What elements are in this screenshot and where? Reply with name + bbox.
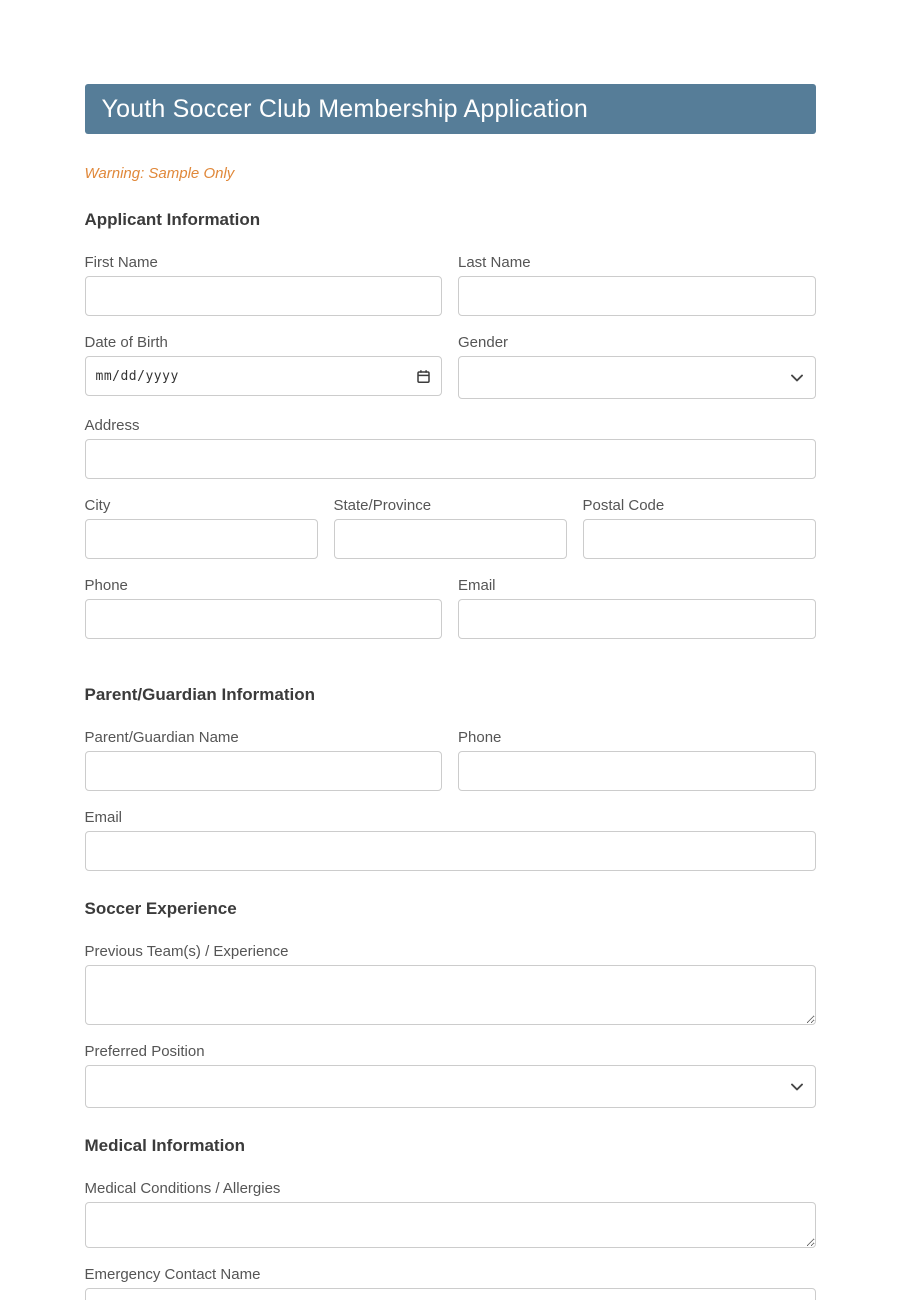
membership-form <box>85 0 816 1300</box>
email-input[interactable] <box>458 599 816 639</box>
preferred-position-label: Preferred Position <box>84 1043 205 1060</box>
section-title-applicant: Applicant Information <box>84 210 261 229</box>
phone-label: Phone <box>84 577 128 594</box>
guardian-phone-label: Phone <box>458 729 502 746</box>
emergency-contact-field <box>85 1266 816 1300</box>
guardian-name-input[interactable] <box>85 751 443 791</box>
emergency-contact-input[interactable] <box>85 1288 816 1300</box>
dob-label: Date of Birth <box>84 334 168 351</box>
email-field <box>458 577 816 639</box>
first-name-label: First Name <box>84 254 158 271</box>
postal-code-input[interactable] <box>583 519 816 559</box>
first-name-field <box>85 254 443 316</box>
form-header <box>85 84 816 134</box>
previous-teams-textarea[interactable] <box>85 965 816 1025</box>
medical-conditions-textarea[interactable] <box>85 1202 816 1248</box>
state-input[interactable] <box>334 519 567 559</box>
state-field <box>334 497 567 559</box>
section-guardian <box>85 685 816 871</box>
guardian-name-field <box>85 729 443 791</box>
first-name-input[interactable] <box>85 276 443 316</box>
preferred-position-field <box>85 1043 816 1108</box>
last-name-label: Last Name <box>458 254 531 271</box>
address-field <box>85 417 816 479</box>
city-input[interactable] <box>85 519 318 559</box>
last-name-field <box>458 254 816 316</box>
guardian-email-input[interactable] <box>85 831 816 871</box>
section-title-experience: Soccer Experience <box>84 899 237 918</box>
address-input[interactable] <box>85 439 816 479</box>
guardian-name-label: Parent/Guardian Name <box>84 729 239 746</box>
warning-text: Warning: Sample Only <box>84 165 235 182</box>
state-label: State/Province <box>333 497 432 514</box>
phone-input[interactable] <box>85 599 443 639</box>
last-name-input[interactable] <box>458 276 816 316</box>
section-title-guardian: Parent/Guardian Information <box>84 685 315 704</box>
gender-field <box>458 334 816 399</box>
calendar-icon[interactable] <box>416 369 431 384</box>
postal-code-label: Postal Code <box>582 497 665 514</box>
medical-conditions-label: Medical Conditions / Allergies <box>84 1180 281 1197</box>
dob-placeholder: mm/dd/yyyy <box>95 368 179 384</box>
emergency-contact-label: Emergency Contact Name <box>84 1266 261 1283</box>
section-medical <box>85 1136 816 1300</box>
section-applicant <box>85 210 816 657</box>
guardian-email-field <box>85 809 816 871</box>
previous-teams-label: Previous Team(s) / Experience <box>84 943 289 960</box>
dob-field <box>85 334 443 399</box>
medical-conditions-field <box>85 1180 816 1248</box>
gender-label: Gender <box>458 334 509 351</box>
phone-field <box>85 577 443 639</box>
dob-input[interactable] <box>85 356 443 396</box>
page-title: Youth Soccer Club Membership Application <box>101 94 589 123</box>
city-field <box>85 497 318 559</box>
previous-teams-field <box>85 943 816 1025</box>
guardian-email-label: Email <box>84 809 123 826</box>
guardian-phone-input[interactable] <box>458 751 816 791</box>
city-label: City <box>84 497 111 514</box>
preferred-position-select[interactable] <box>85 1065 816 1108</box>
section-title-medical: Medical Information <box>84 1136 246 1155</box>
address-label: Address <box>84 417 140 434</box>
email-label: Email <box>458 577 496 594</box>
guardian-phone-field <box>458 729 816 791</box>
gender-select[interactable] <box>458 356 816 399</box>
section-experience <box>85 899 816 1108</box>
postal-code-field <box>583 497 816 559</box>
